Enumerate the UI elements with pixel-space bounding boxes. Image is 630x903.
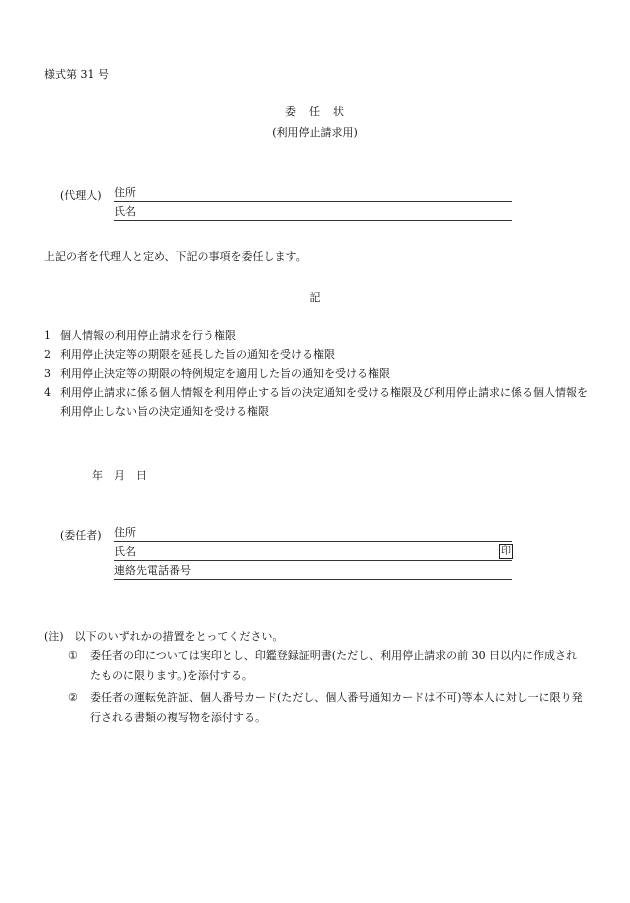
note-text: 委任者の印については実印とし、印鑑登録証明書(ただし、利用停止請求の前 30 日以内に作成されたものに限ります。)を添付する。 (90, 649, 578, 682)
list-item-number: 2 (44, 348, 51, 361)
list-item (44, 383, 594, 421)
list-item-number: 3 (44, 367, 51, 380)
list-item (44, 326, 594, 345)
seal-mark: 印 (501, 546, 511, 557)
list-item-text: 利用停止請求に係る個人情報を利用停止する旨の決定通知を受ける権限及び利用停止請求に係る個人情報を利用停止しない旨の決定通知を受ける権限 (60, 386, 588, 418)
note-mark: ② (68, 691, 78, 704)
agent-role-label: (代理人) (60, 189, 102, 202)
principal-name-label: 氏名 (114, 545, 136, 558)
note-item (68, 646, 588, 686)
list-item-number: 1 (44, 329, 51, 342)
principal-name-field[interactable] (114, 545, 512, 561)
note-mark: ① (68, 649, 78, 662)
document-title: 委 任 状 (285, 105, 345, 118)
principal-phone-label: 連絡先電話番号 (114, 564, 191, 577)
list-item-text: 利用停止決定等の期限の特例規定を適用した旨の通知を受ける権限 (60, 367, 390, 380)
authority-list (44, 326, 594, 421)
date-field[interactable]: 年 月 日 (92, 469, 147, 482)
list-item-number: 4 (44, 386, 51, 399)
list-item (44, 364, 594, 383)
list-item-text: 利用停止決定等の期限を延長した旨の通知を受ける権限 (60, 348, 335, 361)
agent-address-label: 住所 (114, 186, 136, 199)
list-item-text: 個人情報の利用停止請求を行う権限 (60, 329, 236, 342)
principal-address-label: 住所 (114, 526, 136, 539)
principal-role-label: (委任者) (60, 529, 102, 542)
note-item (68, 688, 588, 728)
ki-heading: 記 (309, 291, 321, 304)
note-text: 委任者の運転免許証、個人番号カード(ただし、個人番号通知カードは不可)等本人に対し一に限り発行される書類の複写物を添付する。 (90, 691, 583, 724)
principal-phone-field[interactable] (114, 564, 512, 580)
notes-heading: (注) 以下のいずれかの措置をとってください。 (44, 630, 284, 643)
agent-name-field[interactable] (114, 205, 512, 221)
delegation-statement: 上記の者を代理人と定め、下記の事項を委任します。 (44, 250, 307, 263)
list-item (44, 345, 594, 364)
agent-address-field[interactable] (114, 186, 512, 202)
form-number: 様式第 31 号 (44, 68, 109, 81)
principal-address-field[interactable] (114, 526, 512, 542)
document-subtitle: (利用停止請求用) (272, 126, 358, 139)
agent-name-label: 氏名 (114, 205, 136, 218)
